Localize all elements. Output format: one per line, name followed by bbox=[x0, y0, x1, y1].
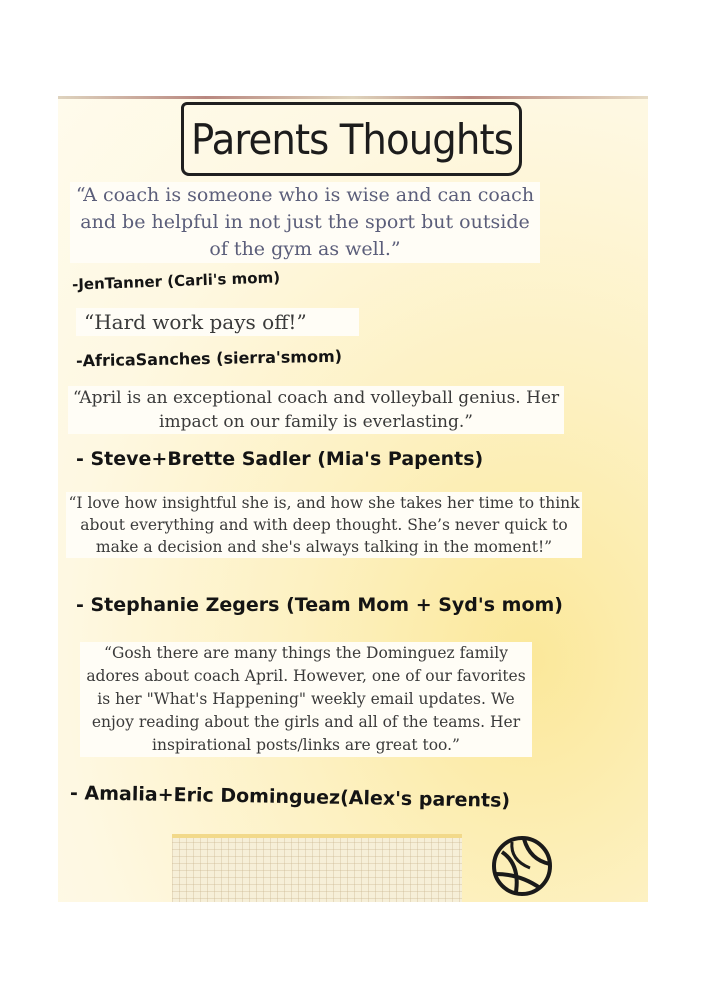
scrapbook-page bbox=[58, 96, 648, 902]
signature-2: -AfricaSanches (sierra'smom) bbox=[75, 346, 343, 371]
quote-4: “I love how insightful she is, and how she takes her time to think about everything and with deep thought. She’s never quick to make a decision and she's always talking in the moment!” bbox=[66, 492, 582, 558]
mesh-tape bbox=[172, 834, 462, 902]
title-box bbox=[181, 102, 522, 176]
quote-5: “Gosh there are many things the Dominguez family adores about coach April. However, one of our favorites is her "What's Happening" weekly email updates. We enjoy reading about the girls and all of the teams. Her inspirational posts/links are great too.” bbox=[80, 642, 532, 757]
signature-5: - Amalia+Eric Dominguez(Alex's parents) bbox=[69, 782, 511, 812]
signature-4: - Stephanie Zegers (Team Mom + Syd's mom) bbox=[76, 594, 563, 616]
quote-3: “April is an exceptional coach and volleyball genius. Her impact on our family is everlasting.” bbox=[68, 386, 564, 434]
quote-1: “A coach is someone who is wise and can coach and be helpful in not just the sport but outside of the gym as well.” bbox=[70, 182, 540, 263]
quote-2: “Hard work pays off!” bbox=[76, 308, 359, 336]
page-top-edge bbox=[58, 96, 648, 99]
volleyball-icon bbox=[490, 834, 554, 898]
page-title: Parents Thoughts bbox=[190, 114, 513, 164]
signature-3: - Steve+Brette Sadler (Mia's Papents) bbox=[76, 448, 484, 470]
signature-1: -JenTanner (Carli's mom) bbox=[71, 268, 281, 294]
